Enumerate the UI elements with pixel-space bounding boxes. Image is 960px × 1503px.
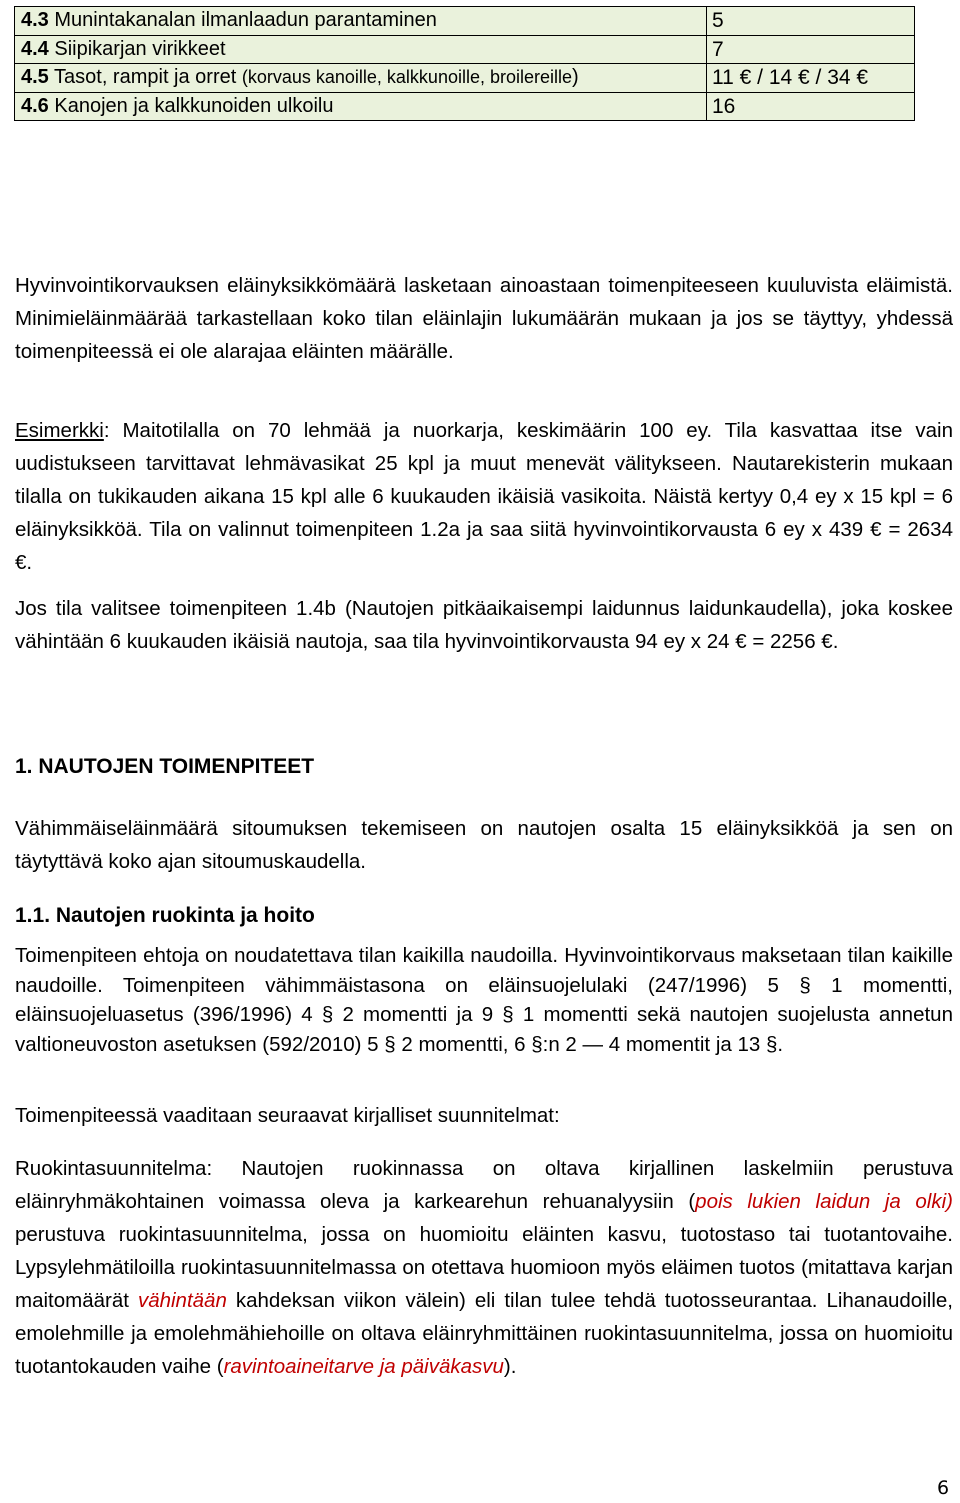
emphasis-text: pois lukien laidun ja olki) [695,1190,953,1213]
example-paragraph [15,414,953,579]
subsection-heading: 1.1. Nautojen ruokinta ja hoito [15,904,315,927]
emphasis-text: vähintään [137,1289,227,1312]
row-number: 4.3 [21,9,49,32]
table-cell-value: 5 [707,7,915,36]
table-row [15,7,915,36]
table-cell-label [15,7,707,36]
row-number: 4.5 [21,66,49,89]
feeding-plan-text: Ruokintasuunnitelma: Nautojen ruokinnassa on oltava kirjallinen laskelmiin perustuva eläinryhmäkohtainen voimassa oleva ja karkearehun rehuanalyysiin ( [15,1157,953,1213]
feeding-plan-text: perustuva ruokintasuunnitelma, jossa on huomioitu eläinten kasvu, tuotostaso tai tuotantovaihe. Lypsylehmätiloilla ruokintasuunnitelmassa on otettava huomioon myös eläimen tuotos (mitattava karjan maitomäärät [15,1223,953,1312]
table-cell-label [15,92,707,121]
section-paragraph: Vähimmäiseläinmäärä sitoumuksen tekemiseen on nautojen osalta 15 eläinyksikköä ja sen on täytyttävä koko ajan sitoumuskaudella. [15,817,953,873]
table-row [15,92,915,121]
example-text: : Maitotilalla on 70 lehmää ja nuorkarja, keskimäärin 100 ey. Tila kasvattaa itse vain uudistukseen tarvittavat lehmävasikat 25 kpl ja muut menevät välitykseen. Nautarekisterin mukaan tilalla on tukikauden aikana 15 kpl alle 6 kuukauden ikäisiä vasikoita. Näistä kertyy 0,4 ey x 15 kpl = 6 eläinyksikköä. Tila on valinnut toimenpiteen 1.2a ja saa siitä hyvinvointikorvausta 6 ey x 439 € = 2634 €. [15,419,953,574]
feeding-plan-paragraph [15,1152,953,1383]
table-cell-value: 11 € / 14 € / 34 € [707,64,915,93]
row-label-note: (korvaus kanoille, kalkkunoille, broilereille [241,67,573,88]
measures-table [14,6,915,121]
row-number: 4.6 [21,94,49,117]
row-number: 4.4 [21,37,49,60]
row-label: Munintakanalan ilmanlaadun parantaminen [54,9,437,32]
section-heading: 1. NAUTOJEN TOIMENPITEET [15,755,315,778]
row-label: Tasot, rampit ja orret [54,66,242,89]
feeding-plan-text: ). [503,1355,517,1378]
table-cell-value: 16 [707,92,915,121]
emphasis-text: ravintoaineitarve ja päiväkasvu [223,1355,504,1378]
row-label: Siipikarjan virikkeet [54,37,226,60]
table-cell-label [15,35,707,64]
row-label: Kanojen ja kalkkunoiden ulkoilu [54,94,334,117]
row-label-end: ) [572,66,579,89]
alternative-paragraph: Jos tila valitsee toimenpiteen 1.4b (Nautojen pitkäaikaisempi laidunnus laidunkaudella), joka koskee vähintään 6 kuukauden ikäisiä nautoja, saa tila hyvinvointikorvausta 94 ey x 24 € = 2256 €. [15,597,953,653]
intro-paragraph: Hyvinvointikorvauksen eläinyksikkömäärä lasketaan ainoastaan toimenpiteeseen kuuluvista eläimistä. Minimieläinmäärää tarkastellaan koko tilan eläinlajin lukumäärän mukaan ja jos se täyttyy, yhdessä toimenpiteessä ei ole alarajaa eläinten määrälle. [15,274,953,363]
table-row [15,64,915,93]
table-row [15,35,915,64]
feeding-plan-text: kahdeksan viikon välein) eli tilan tulee tehdä tuotosseurantaa. Lihanaudoille, emolehmille ja emolehmähiehoille on oltava eläinryhmittäinen ruokintasuunnitelma, jossa on huomioitu tuotantokauden vaihe ( [15,1289,953,1378]
table-cell-value: 7 [707,35,915,64]
conditions-paragraph: Toimenpiteen ehtoja on noudatettava tilan kaikilla naudoilla. Hyvinvointikorvaus maksetaan tilan kaikille naudoille. Toimenpiteen vähimmäistasona on eläinsuojelulaki (247/1996) 5 § 1 momentti, eläinsuojeluasetus (396/1996) 4 § 2 momentti ja 9 § 1 momentti sekä nautojen suojelusta annetun valtioneuvoston asetuksen (592/2010) 5 § 2 momentti, 6 §:n 2 — 4 momentit ja 13 §. [15,944,953,1056]
plans-intro-paragraph: Toimenpiteessä vaaditaan seuraavat kirjalliset suunnitelmat: [15,1104,560,1127]
page-number: 6 [937,1477,950,1499]
example-label: Esimerkki [15,419,104,442]
table-cell-label [15,64,707,93]
